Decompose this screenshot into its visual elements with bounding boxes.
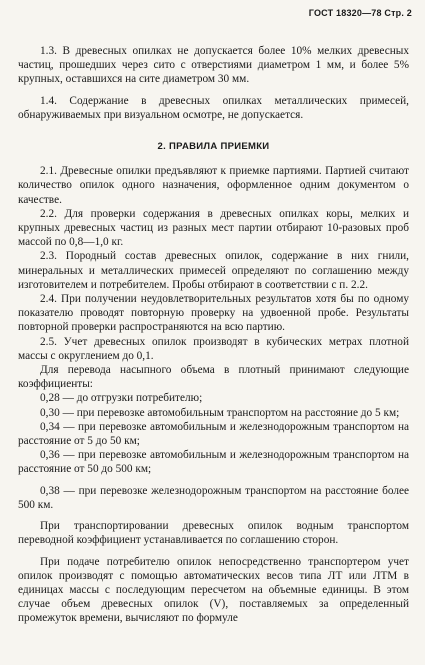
coefficient-item: 0,34 — при перевозке автомобильным и железнодорожным транспортом на расстояние от 5 до 50 км; <box>18 420 409 448</box>
paragraph-1-4: 1.4. Содержание в древесных опилках металлических примесей, обнаруживаемых при визуальном осмотре, не допускается. <box>18 94 409 121</box>
document-body <box>18 44 409 626</box>
paragraph-water-transport: При транспортировании древесных опилок водным транспортом переводной коэффициент устанавливается по соглашению сторон. <box>18 520 409 547</box>
paragraph-2-5: 2.5. Учет древесных опилок производят в кубических метрах плотной массы с округлением до 0,1. <box>18 335 409 362</box>
paragraph-2-2: 2.2. Для проверки содержания в древесных опилках коры, мелких и крупных древесных частиц из разных мест партии отбирают 10-разовых проб массой по 0,8—1,0 кг. <box>18 207 409 249</box>
coefficient-item: 0,30 — при перевозке автомобильным транспортом на расстояние до 5 км; <box>40 406 400 419</box>
paragraph-2-3: 2.3. Породный состав древесных опилок, содержание в них гнили, минеральных и металлических примесей определяют по соглашению между изготовителем и потребителем. Пробы отбирают в соответствии с п. 2.2. <box>18 250 409 291</box>
coefficient-intro: Для перевода насыпного объема в плотный принимают следующие коэффициенты: <box>18 364 409 391</box>
paragraph-direct-supply: При подаче потребителю опилок непосредственно транспортером учет опилок производят с помощью автоматических весов типа ЛТ или ЛТМ в единицах массы с последующим пересчетом на объемные единицы. В этом случае объем древесных опилок (V), поставляемых за определенный промежуток времени, вычисляют по формуле <box>18 555 409 625</box>
coefficient-item: 0,28 — до отгрузки потребителю; <box>40 392 203 405</box>
page-header: ГОСТ 18320—78 Стр. 2 <box>308 8 412 18</box>
coefficient-item: 0,36 — при перевозке автомобильным и железнодорожным транспортом на расстояние от 50 до 500 км; <box>18 449 409 476</box>
paragraph-2-1: 2.1. Древесные опилки предъявляют к приемке партиями. Партией считают количество опилок одного назначения, оформленное одним документом о качестве. <box>18 165 409 206</box>
coefficient-item: 0,38 — при перевозке железнодорожным транспортом на расстояние более 500 км. <box>18 484 409 511</box>
paragraph-1-3: 1.3. В древесных опилках не допускается более 10% мелких древесных частиц, прошедших через сито с отверстиями диаметром 1 мм, и более 5% крупных, оставшихся на сите диаметром 30 мм. <box>18 45 409 86</box>
paragraph-2-4: 2.4. При получении неудовлетворительных результатов хотя бы по одному показателю проводят повторную проверку на удвоенной пробе. Результаты повторной проверки распространяются на всю партию. <box>18 293 409 334</box>
section-title: 2. ПРАВИЛА ПРИЕМКИ <box>157 141 270 153</box>
